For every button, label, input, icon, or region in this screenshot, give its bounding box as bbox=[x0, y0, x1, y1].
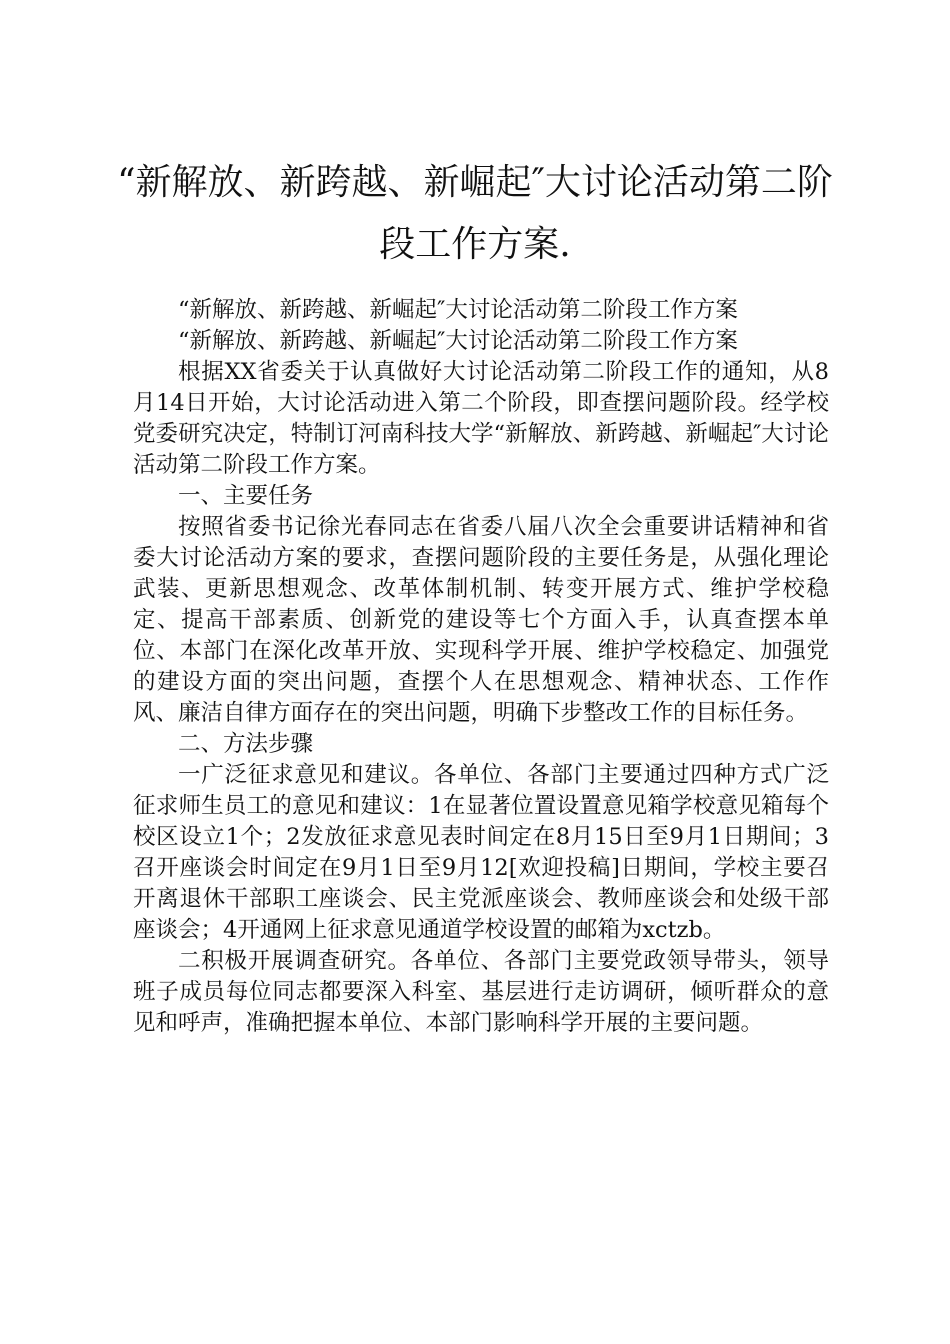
paragraph-main-tasks: 按照省委书记徐光春同志在省委八届八次全会重要讲话精神和省委大讨论活动方案的要求，查摆问题阶段的主要任务是，从强化理论武装、更新思想观念、改革体制机制、转变开展方式、维护学校稳定、提高干部素质、创新党的建设等七个方面入手，认真查摆本单位、本部门在深化改革开放、实现科学开展、维护学校稳定、加强党的建设方面的突出问题，查摆个人在思想观念、精神状态、工作作风、廉洁自律方面存在的突出问题，明确下步整改工作的目标任务。 bbox=[133, 514, 829, 726]
section-heading-main-tasks: 一、主要任务 bbox=[178, 483, 314, 509]
section-heading-methods: 二、方法步骤 bbox=[178, 731, 314, 757]
paragraph-methods-1: 一广泛征求意见和建议。各单位、各部门主要通过四种方式广泛征求师生员工的意见和建议：1在显著位置设置意见箱学校意见箱每个校区设立1个；2发放征求意见表时间定在8月15日至9月1日期间；3召开座谈会时间定在9月1日至9月12[欢迎投稿]日期间，学校主要召开离退休干部职工座谈会、民主党派座谈会、教师座谈会和处级干部座谈会；4开通网上征求意见通道学校设置的邮箱为xctzb。 bbox=[133, 762, 829, 943]
paragraph-subtitle-1: “新解放、新跨越、新崛起″大讨论活动第二阶段工作方案 bbox=[178, 297, 738, 323]
paragraph-methods-2: 二积极开展调查研究。各单位、各部门主要党政领导带头，领导班子成员每位同志都要深入科室、基层进行走访调研，倾听群众的意见和呼声，准确把握本单位、本部门影响科学开展的主要问题。 bbox=[133, 948, 829, 1036]
paragraph-intro: 根据XX省委关于认真做好大讨论活动第二阶段工作的通知，从8月14日开始，大讨论活动进入第二个阶段，即查摆问题阶段。经学校党委研究决定，特制订河南科技大学“新解放、新跨越、新崛起″大讨论活动第二阶段工作方案。 bbox=[133, 359, 829, 478]
paragraph-subtitle-2: “新解放、新跨越、新崛起″大讨论活动第二阶段工作方案 bbox=[178, 328, 738, 354]
document-body bbox=[133, 295, 829, 1039]
document-title: “新解放、新跨越、新崛起″大讨论活动第二阶段工作方案. bbox=[117, 162, 833, 265]
